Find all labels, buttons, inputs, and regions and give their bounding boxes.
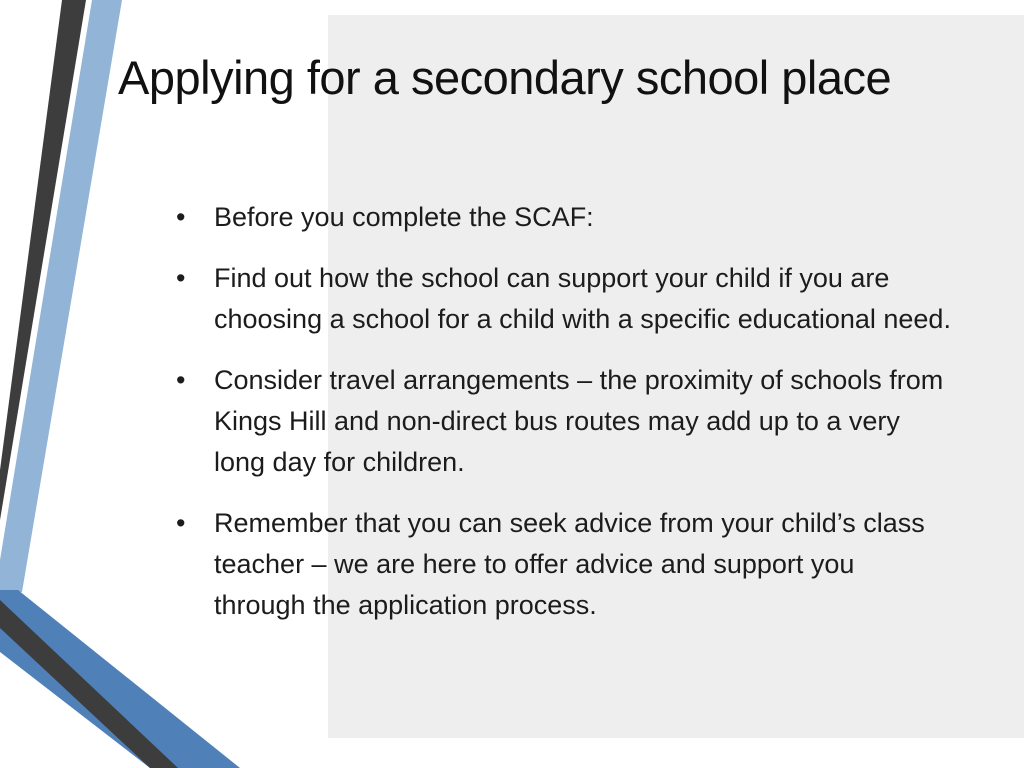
bullet-item xyxy=(172,197,952,238)
bullet-text: Find out how the school can support your child if you are choosing a school for a child with a specific educational need. xyxy=(214,263,951,334)
bullet-text: Consider travel arrangements – the proximity of schools from Kings Hill and non-direct bus routes may add up to a very long day for children. xyxy=(214,365,944,477)
bullet-item xyxy=(172,360,952,483)
bullet-item xyxy=(172,258,952,340)
bullet-item xyxy=(172,503,952,626)
bullet-dot-icon: • xyxy=(176,202,186,232)
bullet-dot-icon: • xyxy=(176,365,186,395)
bullet-dot-icon: • xyxy=(176,508,186,538)
bullet-text: Remember that you can seek advice from your child’s class teacher – we are here to offer advice and support you through the application process. xyxy=(214,508,925,620)
slide-title: Applying for a secondary school place xyxy=(118,51,892,104)
bullet-list xyxy=(172,197,952,646)
bullet-dot-icon: • xyxy=(176,263,186,293)
bullet-text: Before you complete the SCAF: xyxy=(214,202,594,232)
